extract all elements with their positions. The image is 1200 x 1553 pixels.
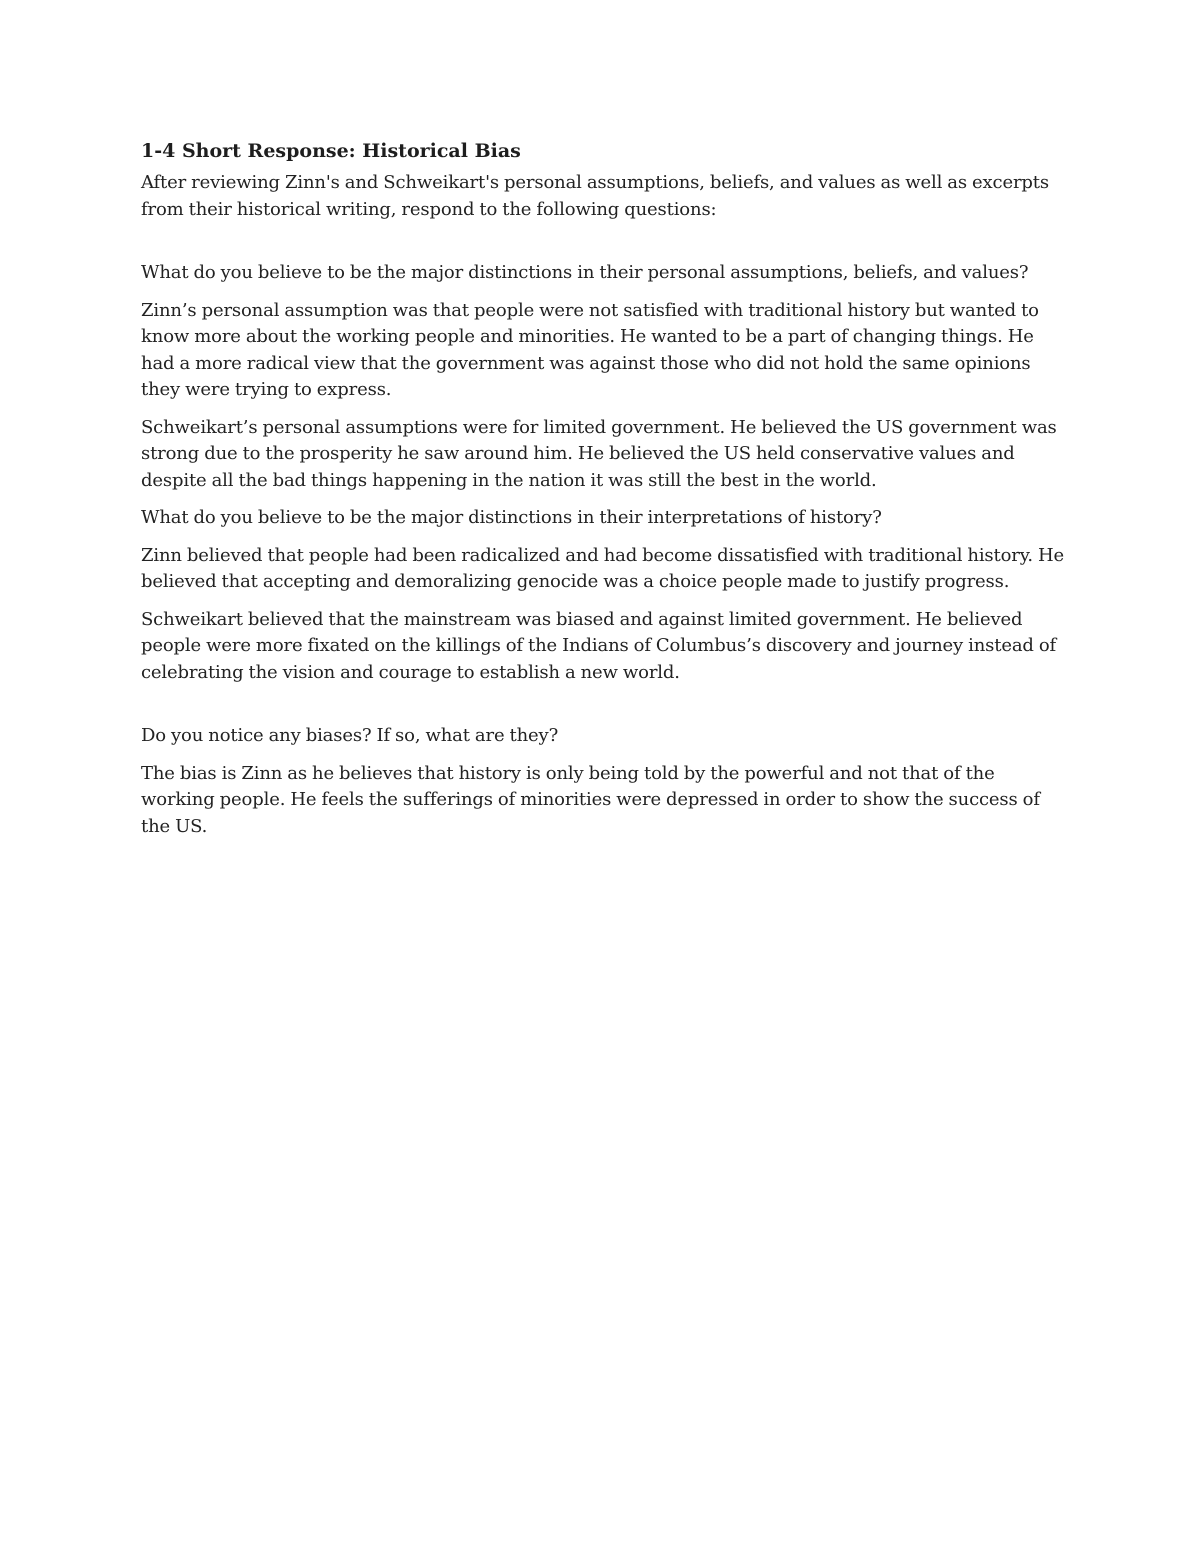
- question-1: What do you believe to be the major distinctions in their personal assumptions, beliefs, and values?: [141, 262, 1029, 283]
- answer-2-zinn: Zinn believed that people had been radicalized and had become dissatisfied with traditional history. He believed that accepting and demoralizing genocide was a choice people made to justify progress.: [141, 544, 1065, 592]
- document-title: 1-4 Short Response: Historical Bias: [141, 140, 521, 162]
- question-2: What do you believe to be the major distinctions in their interpretations of history?: [141, 507, 882, 528]
- answer-1-zinn: Zinn’s personal assumption was that people were not satisfied with traditional history but wanted to know more about the working people and minorities. He wanted to be a part of changing things. He had a more radical view that the government was against those who did not hold the same opinions they were trying to express.: [141, 299, 1039, 400]
- question-3: Do you notice any biases? If so, what are they?: [141, 725, 559, 746]
- document-page: [141, 138, 1071, 851]
- answer-3: The bias is Zinn as he believes that history is only being told by the powerful and not that of the working people. He feels the sufferings of minorities were depressed in order to show the success of the US.: [141, 762, 1040, 837]
- answer-1-schweikart: Schweikart’s personal assumptions were for limited government. He believed the US government was strong due to the prosperity he saw around him. He believed the US held conservative values and despite all the bad things happening in the nation it was still the best in the world.: [141, 416, 1057, 491]
- answer-2-schweikart: Schweikart believed that the mainstream was biased and against limited government. He believed people were more fixated on the killings of the Indians of Columbus’s discovery and journey instead of celebrating the vision and courage to establish a new world.: [141, 608, 1057, 683]
- intro-paragraph: After reviewing Zinn's and Schweikart's personal assumptions, beliefs, and values as well as excerpts from their historical writing, respond to the following questions:: [141, 172, 1049, 220]
